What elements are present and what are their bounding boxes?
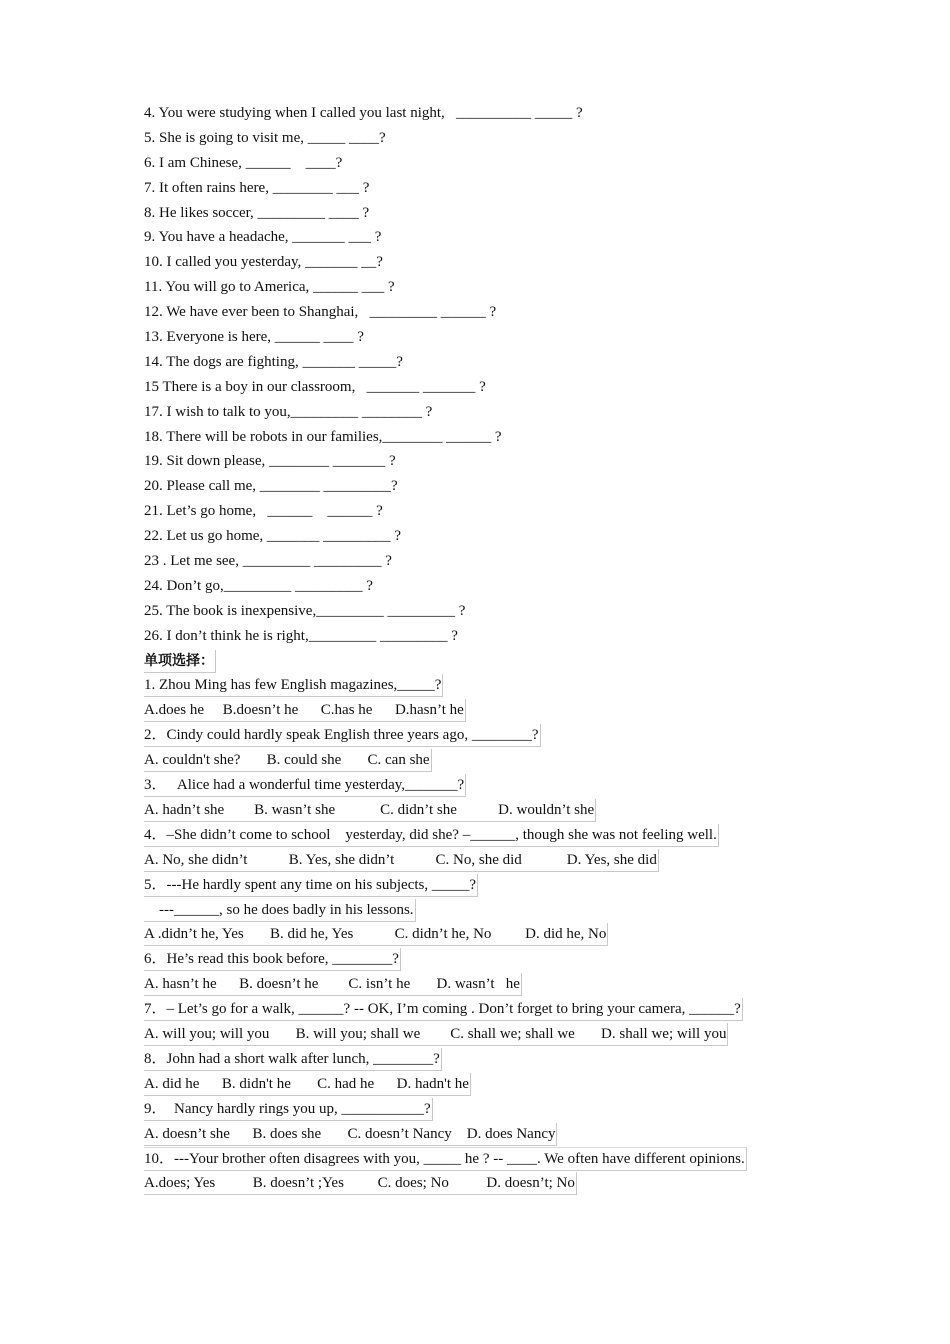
question-line bbox=[144, 1146, 844, 1171]
fill-in-item: 22. Let us go home, _______ _________ ? bbox=[144, 528, 402, 545]
fill-in-item: 23 . Let me see, _________ _________ ? bbox=[144, 553, 392, 570]
question-text: 2．Cindy could hardly speak English three years ago, ________? bbox=[144, 724, 541, 747]
options-line bbox=[144, 1122, 844, 1147]
question-line bbox=[144, 898, 844, 923]
fill-in-item: 6. I am Chinese, ______ ____? bbox=[144, 154, 343, 171]
question-line bbox=[144, 997, 844, 1022]
answer-options: A. did he B. didn't he C. had he D. hadn't he bbox=[144, 1073, 471, 1096]
question-line bbox=[144, 947, 844, 972]
fill-in-item: 12. We have ever been to Shanghai, _________ ______ ? bbox=[144, 304, 497, 321]
question-text: ---______, so he does badly in his lessons. bbox=[144, 899, 416, 922]
fill-in-item: 25. The book is inexpensive,_________ _________ ? bbox=[144, 602, 466, 619]
question-text: 8．John had a short walk after lunch, ________? bbox=[144, 1048, 442, 1071]
options-line bbox=[144, 848, 844, 873]
fill-in-item: 11. You will go to America, ______ ___ ? bbox=[144, 279, 395, 296]
answer-options: A. doesn’t she B. does she C. doesn’t Nancy D. does Nancy bbox=[144, 1123, 557, 1146]
question-line bbox=[144, 773, 844, 798]
question-text: 3． Alice had a wonderful time yesterday,_______? bbox=[144, 774, 466, 797]
answer-options: A. will you; will you B. will you; shall we C. shall we; shall we D. shall we; will you bbox=[144, 1023, 728, 1046]
fill-in-item: 13. Everyone is here, ______ ____ ? bbox=[144, 329, 364, 346]
fill-in-item: 4. You were studying when I called you last night, __________ _____ ? bbox=[144, 105, 583, 121]
question-line bbox=[144, 823, 844, 848]
fill-in-item: 10. I called you yesterday, _______ __? bbox=[144, 254, 383, 271]
question-text: 1. Zhou Ming has few English magazines,_____? bbox=[144, 674, 443, 697]
answer-options: A. hadn’t she B. wasn’t she C. didn’t she D. wouldn’t she bbox=[144, 799, 596, 822]
fill-in-item: 15 There is a boy in our classroom, _______ _______ ? bbox=[144, 378, 486, 395]
question-line bbox=[144, 723, 844, 748]
fill-in-item: 14. The dogs are fighting, _______ _____? bbox=[144, 353, 403, 370]
choice-heading-row bbox=[144, 649, 844, 674]
question-text: 4．–She didn’t come to school yesterday, did she? –______, though she was not feeling well. bbox=[144, 824, 719, 847]
fill-in-item: 20. Please call me, ________ _________? bbox=[144, 478, 398, 495]
fill-in-item: 8. He likes soccer, _________ ____ ? bbox=[144, 204, 370, 221]
section-heading: 单项选择： bbox=[144, 650, 216, 673]
answer-options: A.does; Yes B. doesn’t ;Yes C. does; No D. doesn’t; No bbox=[144, 1172, 577, 1195]
fill-in-item: 17. I wish to talk to you,_________ ________ ? bbox=[144, 403, 433, 420]
options-line bbox=[144, 1171, 844, 1196]
fill-in-item: 21. Let’s go home, ______ ______ ? bbox=[144, 503, 383, 520]
answer-options: A.does he B.doesn’t he C.has he D.hasn’t he bbox=[144, 699, 466, 722]
question-line bbox=[144, 873, 844, 898]
options-line bbox=[144, 972, 844, 997]
question-text: 5．---He hardly spent any time on his subjects, _____? bbox=[144, 874, 478, 897]
question-line bbox=[144, 1047, 844, 1072]
question-text: 6．He’s read this book before, ________? bbox=[144, 948, 401, 971]
options-line bbox=[144, 698, 844, 723]
question-text: 10．---Your brother often disagrees with you, _____ he ? -- ____. We often have different opinions. bbox=[144, 1147, 747, 1171]
answer-options: A. hasn’t he B. doesn’t he C. isn’t he D. wasn’t he bbox=[144, 973, 522, 996]
question-line bbox=[144, 673, 844, 698]
fill-in-item: 24. Don’t go,_________ _________ ? bbox=[144, 577, 373, 594]
worksheet-content bbox=[144, 101, 844, 1196]
options-line bbox=[144, 922, 844, 947]
fill-in-item: 5. She is going to visit me, _____ ____? bbox=[144, 129, 386, 146]
answer-options: A .didn’t he, Yes B. did he, Yes C. didn’t he, No D. did he, No bbox=[144, 923, 608, 946]
answer-options: A. No, she didn’t B. Yes, she didn’t C. No, she did D. Yes, she did bbox=[144, 849, 659, 872]
question-line bbox=[144, 1097, 844, 1122]
fill-in-item: 19. Sit down please, ________ _______ ? bbox=[144, 453, 396, 470]
fill-in-item: 26. I don’t think he is right,_________ _________ ? bbox=[144, 627, 458, 644]
fill-in-item: 7. It often rains here, ________ ___ ? bbox=[144, 179, 370, 196]
fill-in-item: 9. You have a headache, _______ ___ ? bbox=[144, 229, 382, 246]
options-line bbox=[144, 1022, 844, 1047]
options-line bbox=[144, 748, 844, 773]
answer-options: A. couldn't she? B. could she C. can she bbox=[144, 749, 432, 772]
options-line bbox=[144, 1072, 844, 1097]
question-text: 7．– Let’s go for a walk, ______? -- OK, I’m coming . Don’t forget to bring your camera, ______? bbox=[144, 998, 743, 1021]
question-text: 9． Nancy hardly rings you up, ___________? bbox=[144, 1098, 433, 1121]
fill-in-item: 18. There will be robots in our families,________ ______ ? bbox=[144, 428, 502, 445]
options-line bbox=[144, 798, 844, 823]
